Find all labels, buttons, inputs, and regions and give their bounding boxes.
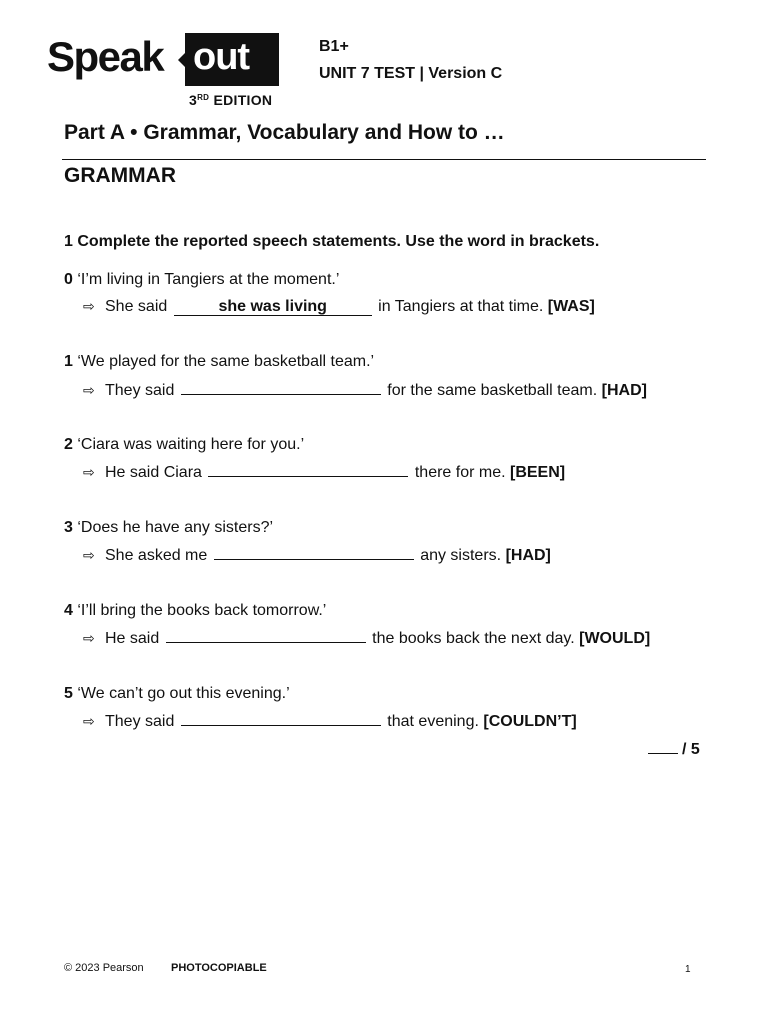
edition-number: 3	[189, 92, 198, 108]
answer-blank[interactable]	[214, 545, 414, 560]
score-total: / 5	[682, 741, 700, 758]
answer-line-1	[83, 380, 647, 401]
logo-edition	[189, 93, 272, 107]
answer-tail: any sisters.	[420, 547, 502, 564]
arrow-right-icon: ⇨	[83, 383, 95, 399]
divider	[62, 159, 706, 160]
answer-blank[interactable]	[181, 380, 381, 395]
question-number: 2	[64, 436, 73, 453]
answer-line-5	[83, 711, 577, 732]
score-blank[interactable]	[648, 739, 678, 754]
answer-line-4	[83, 628, 650, 649]
answer-blank[interactable]	[181, 711, 381, 726]
answer-tail: there for me.	[414, 464, 506, 481]
question-0	[64, 270, 339, 290]
answer-lead: He said Ciara	[105, 464, 202, 481]
question-quote: ‘I’m living in Tangiers at the moment.’	[77, 271, 340, 288]
answer-line-0	[83, 297, 595, 317]
question-number: 0	[64, 271, 73, 288]
answer-blank[interactable]	[166, 628, 366, 643]
question-quote: ‘Ciara was waiting here for you.’	[77, 436, 305, 453]
question-quote: ‘We can’t go out this evening.’	[77, 685, 290, 702]
answer-lead: They said	[105, 382, 175, 399]
bracket-word: [HAD]	[505, 547, 551, 564]
question-1	[64, 352, 374, 372]
question-quote: ‘We played for the same basketball team.’	[77, 353, 375, 370]
answer-line-3	[83, 545, 551, 566]
part-title: Part A • Grammar, Vocabulary and How to …	[64, 121, 505, 144]
answer-lead: She asked me	[105, 547, 208, 564]
question-number: 1	[64, 353, 73, 370]
arrow-right-icon: ⇨	[83, 631, 95, 647]
question-2	[64, 435, 304, 455]
footer-photocopiable: PHOTOCOPIABLE	[171, 962, 267, 974]
question-3	[64, 518, 273, 538]
footer-copyright: © 2023 Pearson	[64, 962, 144, 974]
logo-speak-text: Speak	[47, 33, 164, 80]
section-title: GRAMMAR	[64, 164, 176, 187]
bracket-word: [COULDN’T]	[483, 713, 577, 730]
bracket-word: [HAD]	[601, 382, 647, 399]
level-label: B1+	[319, 38, 349, 55]
arrow-right-icon: ⇨	[83, 299, 95, 315]
question-number: 5	[64, 685, 73, 702]
example-answer: she was living	[174, 299, 372, 316]
score-box	[648, 739, 700, 759]
edition-ordinal: RD	[197, 93, 210, 102]
question-number: 4	[64, 602, 73, 619]
answer-tail: in Tangiers at that time.	[378, 298, 544, 315]
answer-line-2	[83, 462, 565, 483]
bracket-word: [BEEN]	[510, 464, 566, 481]
question-4	[64, 601, 326, 621]
question-number: 3	[64, 519, 73, 536]
exercise-instruction: 1 Complete the reported speech statements. Use the word in brackets.	[64, 233, 600, 250]
answer-lead: She said	[105, 298, 168, 315]
unit-label: UNIT 7 TEST | Version C	[319, 65, 503, 82]
answer-tail: the books back the next day.	[372, 630, 575, 647]
question-quote: ‘Does he have any sisters?’	[77, 519, 274, 536]
arrow-right-icon: ⇨	[83, 714, 95, 730]
answer-blank[interactable]	[208, 462, 408, 477]
page-number: 1	[685, 964, 691, 975]
edition-word: EDITION	[213, 92, 273, 108]
bracket-word: [WAS]	[547, 298, 595, 315]
bracket-word: [WOULD]	[579, 630, 651, 647]
question-5	[64, 684, 290, 704]
answer-tail: for the same basketball team.	[387, 382, 598, 399]
logo-out-text: out	[193, 36, 250, 78]
arrow-right-icon: ⇨	[83, 465, 95, 481]
answer-lead: They said	[105, 713, 175, 730]
answer-lead: He said	[105, 630, 160, 647]
arrow-right-icon: ⇨	[83, 548, 95, 564]
question-quote: ‘I’ll bring the books back tomorrow.’	[77, 602, 327, 619]
answer-tail: that evening.	[387, 713, 479, 730]
